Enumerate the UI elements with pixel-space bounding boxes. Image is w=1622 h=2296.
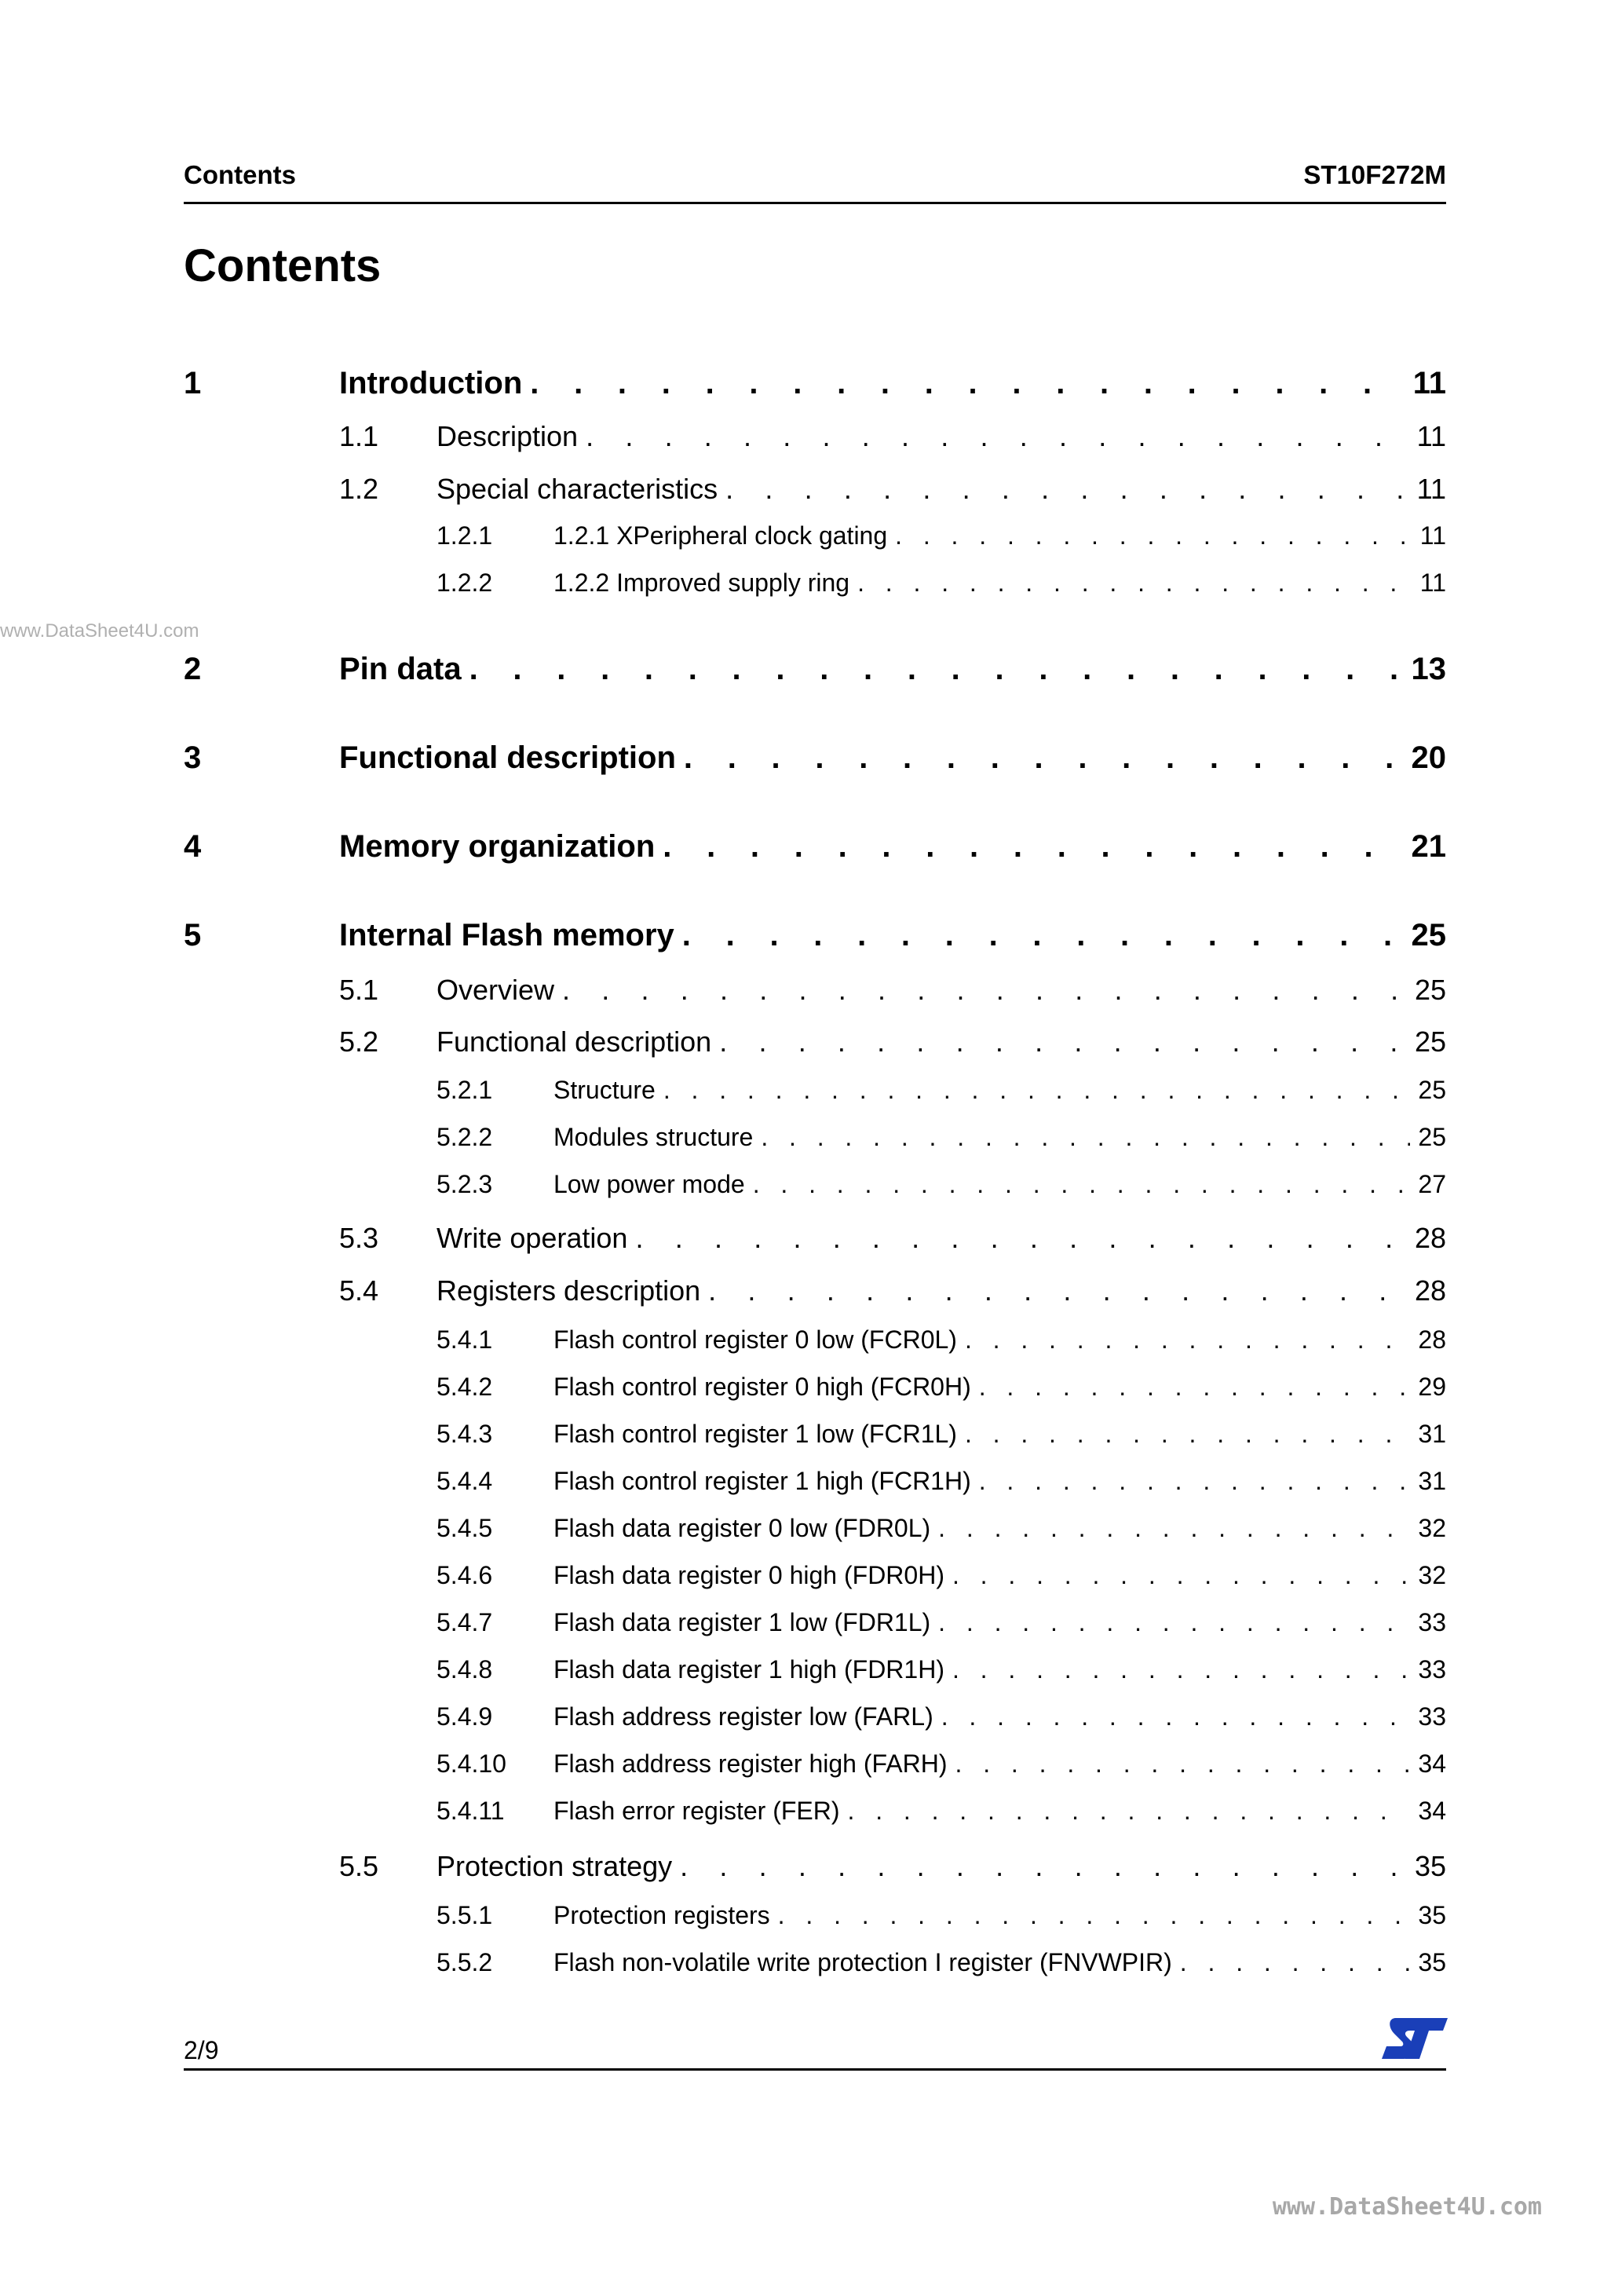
toc-leader-dots [684,740,1404,776]
toc-entry-page: 34 [1418,1749,1446,1778]
toc-entry-number: 5.5 [339,1850,379,1882]
toc-entry-number: 5.4.9 [437,1702,493,1731]
toc-entry[interactable] [0,1325,1622,1358]
toc-leader-dots [663,1076,1411,1105]
toc-entry-line [339,652,1446,687]
toc-entry-title[interactable]: Flash error register (FER) [553,1797,840,1825]
toc-entry-page: 11 [1419,569,1446,597]
toc-entry-number: 5.4.6 [437,1561,493,1589]
toc-leader-dots [725,473,1408,506]
toc-entry[interactable] [0,1948,1622,1981]
toc-leader-dots [965,1325,1410,1355]
toc-leader-dots [719,1026,1407,1058]
toc-entry-line [553,1514,1446,1543]
toc-leader-dots [682,918,1404,953]
footer-page-number: 2/9 [184,2036,219,2064]
toc-entry[interactable] [0,1373,1622,1406]
toc-leader-dots [941,1702,1411,1731]
toc-entry-title[interactable]: Flash data register 1 high (FDR1H) [553,1655,944,1684]
toc-entry-number: 5.2.1 [437,1076,493,1104]
toc-leader-dots [761,1123,1410,1152]
toc-entry-number: 5.4.5 [437,1514,493,1542]
toc-entry-page: 29 [1418,1373,1446,1401]
toc-entry[interactable] [0,1420,1622,1453]
toc-entry-title[interactable]: Flash control register 0 low (FCR0L) [553,1325,957,1354]
toc-entry-number: 5.2.2 [437,1123,493,1151]
toc-entry-number: 5.1 [339,974,379,1006]
toc-leader-dots [895,521,1412,550]
toc-entry-number: 5.3 [339,1222,379,1254]
header-section-label: Contents [184,160,296,189]
toc-leader-dots [965,1420,1410,1449]
toc-entry-title[interactable]: Flash address register high (FARH) [553,1749,948,1778]
toc-entry-line [339,829,1446,865]
toc-entry-page: 11 [1412,366,1446,400]
toc-entry-page: 32 [1418,1514,1446,1542]
toc-entry-line [553,521,1446,550]
toc-entry-line [553,1749,1446,1779]
toc-leader-dots [857,569,1412,598]
toc-entry-line [553,1608,1446,1637]
toc-leader-dots [530,366,1405,401]
toc-entry[interactable] [0,366,1622,405]
toc-entry[interactable] [0,1797,1622,1830]
toc-entry[interactable] [0,918,1622,957]
toc-entry[interactable] [0,1655,1622,1688]
toc-entry-title[interactable]: Flash control register 0 high (FCR0H) [553,1373,971,1401]
toc-entry[interactable] [0,1702,1622,1735]
toc-entry-title[interactable]: Protection strategy [437,1850,673,1882]
toc-leader-dots [955,1749,1411,1779]
toc-entry-page: 25 [1411,918,1446,952]
toc-entry-line [553,1797,1446,1826]
toc-leader-dots [938,1608,1410,1637]
toc-entry[interactable] [0,829,1622,868]
toc-entry-number: 5.2 [339,1026,379,1058]
toc-entry-line [553,1467,1446,1496]
watermark-bottom[interactable]: www.DataSheet4U.com [1272,2193,1542,2221]
toc-entry-number: 5.4.8 [437,1655,493,1684]
toc-entry[interactable] [0,1901,1622,1934]
toc-entry-page: 11 [1416,420,1446,452]
toc-entry[interactable] [0,1850,1622,1886]
toc-entry-title[interactable]: Flash data register 1 low (FDR1L) [553,1608,931,1636]
toc-entry[interactable] [0,1123,1622,1156]
toc-entry-page: 31 [1418,1420,1446,1448]
toc-entry-page: 25 [1414,1026,1446,1058]
toc-entry-number: 2 [184,652,202,686]
toc-entry-number: 5.4 [339,1274,379,1307]
toc-leader-dots [586,420,1409,453]
toc-entry-title[interactable]: Functional description [339,740,676,775]
toc-entry-page: 33 [1418,1655,1446,1684]
toc-entry-page: 32 [1418,1561,1446,1589]
toc-entry-number: 1.2.2 [437,569,493,597]
toc-entry-title[interactable]: Internal Flash memory [339,918,674,952]
toc-entry-line [437,420,1446,453]
toc-entry-page: 35 [1418,1901,1446,1929]
toc-entry-title[interactable]: Flash non-volatile write protection I register (FNVWPIR) [553,1948,1172,1976]
toc-entry-title[interactable]: Structure [553,1076,656,1104]
toc-entry-line [553,1655,1446,1684]
toc-entry-number: 3 [184,740,202,775]
toc-entry-title[interactable]: Flash data register 0 low (FDR0L) [553,1514,931,1542]
toc-entry-line [339,740,1446,776]
header-product-name: ST10F272M [1303,160,1446,189]
toc-entry-title[interactable]: Flash control register 1 high (FCR1H) [553,1467,971,1495]
toc-entry-line [553,569,1446,598]
toc-entry-line [339,918,1446,953]
toc-entry-page: 34 [1418,1797,1446,1825]
toc-leader-dots [979,1373,1411,1402]
toc-entry-line [437,1222,1446,1255]
toc-entry-line [437,1274,1446,1307]
toc-entry-number: 5.4.10 [437,1749,506,1778]
toc-entry-title[interactable]: Registers description [437,1274,701,1307]
toc-entry-line [553,1076,1446,1105]
toc-entry[interactable] [0,1222,1622,1258]
toc-entry-title[interactable]: Flash address register low (FARL) [553,1702,933,1731]
watermark-side[interactable]: www.DataSheet4U.com [0,620,199,642]
toc-entry-line [553,1561,1446,1590]
toc-entry-line [437,1026,1446,1058]
toc-entry-number: 5.4.4 [437,1467,493,1495]
toc-entry[interactable] [0,1076,1622,1109]
toc-entry[interactable] [0,521,1622,554]
toc-leader-dots [848,1797,1411,1826]
toc-entry-title[interactable]: Pin data [339,652,462,686]
toc-entry-title[interactable]: Write operation [437,1222,628,1254]
toc-entry-line [553,1170,1446,1199]
toc-leader-dots [753,1170,1411,1199]
toc-leader-dots [562,974,1407,1007]
toc-entry-line [553,1373,1446,1402]
toc-entry-line [553,1948,1446,1977]
toc-entry-page: 28 [1414,1222,1446,1254]
toc-entry[interactable] [0,569,1622,601]
toc-entry-page: 28 [1414,1274,1446,1307]
toc-entry[interactable] [0,1026,1622,1062]
toc-entry-number: 5.5.2 [437,1948,493,1976]
toc-entry-title[interactable]: Protection registers [553,1901,770,1929]
toc-leader-dots [952,1655,1410,1684]
toc-entry-line [553,1702,1446,1731]
toc-entry-page: 35 [1414,1850,1446,1882]
toc-entry-number: 5.4.3 [437,1420,493,1448]
toc-entry-page: 35 [1418,1948,1446,1976]
toc-entry-line [339,366,1446,401]
toc-leader-dots [469,652,1404,687]
toc-entry-line [437,473,1446,506]
toc-entry-page: 11 [1416,473,1446,505]
toc-entry[interactable] [0,1274,1622,1311]
toc-entry[interactable] [0,1561,1622,1594]
toc-leader-dots [778,1901,1411,1930]
toc-entry-page: 25 [1414,974,1446,1006]
toc-entry-title[interactable]: Flash control register 1 low (FCR1L) [553,1420,957,1448]
toc-entry-page: 28 [1418,1325,1446,1354]
toc-entry[interactable] [0,1467,1622,1500]
footer-rule [184,2068,1446,2071]
toc-entry-title[interactable]: Flash data register 0 high (FDR0H) [553,1561,944,1589]
toc-entry[interactable] [0,420,1622,456]
toc-entry-number: 1 [184,366,202,400]
toc-entry-page: 21 [1411,829,1446,864]
toc-entry-title[interactable]: Description [437,420,579,452]
toc-entry-title[interactable]: Modules structure [553,1123,754,1151]
toc-entry-title[interactable]: Functional description [437,1026,712,1058]
toc-entry-page: 33 [1418,1702,1446,1731]
toc-entry-page: 13 [1411,652,1446,686]
toc-entry[interactable] [0,1170,1622,1203]
toc-leader-dots [708,1274,1407,1307]
page-title: Contents [184,240,382,291]
toc-entry-title[interactable]: Memory organization [339,829,656,864]
toc-entry-page: 33 [1418,1608,1446,1636]
toc-entry-number: 5 [184,918,202,952]
toc-entry[interactable] [0,1608,1622,1641]
toc-entry-line [553,1420,1446,1449]
toc-entry-line [437,1850,1446,1883]
toc-entry-number: 5.4.1 [437,1325,493,1354]
toc-entry-number: 5.5.1 [437,1901,493,1929]
toc-entry-title[interactable]: Overview [437,974,555,1006]
toc-entry-line [553,1325,1446,1355]
toc-entry-number: 5.4.11 [437,1797,505,1825]
toc-entry-title[interactable]: Special characteristics [437,473,718,505]
toc-entry-title[interactable]: Low power mode [553,1170,745,1198]
toc-entry-number: 5.4.7 [437,1608,493,1636]
toc-entry-number: 5.2.3 [437,1170,493,1198]
toc-entry[interactable] [0,740,1622,780]
toc-entry-page: 31 [1418,1467,1446,1495]
toc-leader-dots [635,1222,1406,1255]
toc-entry[interactable] [0,974,1622,1010]
toc-leader-dots [938,1514,1410,1543]
toc-leader-dots [979,1467,1411,1496]
toc-entry-page: 25 [1418,1123,1446,1151]
toc-leader-dots [680,1850,1407,1883]
toc-entry-number: 1.2.1 [437,521,493,550]
toc-entry[interactable] [0,1749,1622,1782]
toc-entry-number: 4 [184,829,202,864]
toc-leader-dots [1180,1948,1411,1977]
toc-entry-line [437,974,1446,1007]
header-rule [184,202,1446,204]
toc-entry-page: 11 [1419,521,1446,550]
toc-entry-line [553,1901,1446,1930]
toc-entry[interactable] [0,652,1622,691]
toc-entry-number: 1.2 [339,473,379,505]
toc-entry-number: 1.1 [339,420,379,452]
toc-entry-page: 20 [1411,740,1446,775]
toc-entry-title[interactable]: Introduction [339,366,523,400]
toc-entry[interactable] [0,473,1622,509]
toc-entry-title[interactable]: 1.2.1 XPeripheral clock gating [553,521,888,550]
toc-entry-title[interactable]: 1.2.2 Improved supply ring [553,569,850,597]
toc-leader-dots [952,1561,1410,1590]
toc-entry-page: 25 [1418,1076,1446,1104]
toc-entry[interactable] [0,1514,1622,1547]
st-logo-icon [1382,2016,1448,2060]
toc-entry-page: 27 [1418,1170,1446,1198]
toc-leader-dots [663,829,1403,865]
toc-entry-line [553,1123,1446,1152]
toc-entry-number: 5.4.2 [437,1373,493,1401]
